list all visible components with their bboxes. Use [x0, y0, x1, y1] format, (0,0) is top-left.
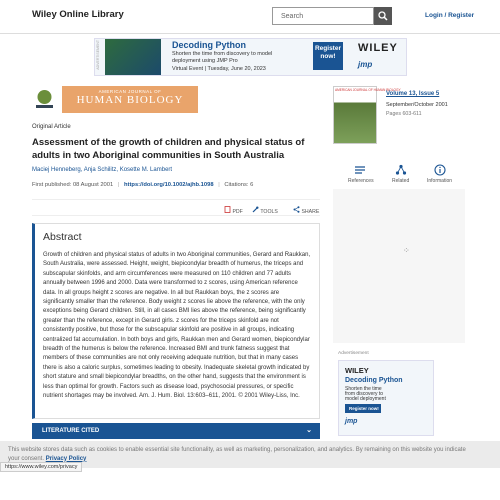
references-tab[interactable] [354, 164, 366, 176]
abstract-text: Growth of children and physical status of adults in two Aboriginal communities, Gerard and Raukkan, South Australia, were assessed. Height, weight, biepicondylar breadth of humerus, the triceps and subscapular skinfolds, and arm circumferences were measured on 110 children and 77 adults annually between 1996 and 2000. Data were transformed to z scores, using American reference data. In all groups height z scores are negative. In all but Raukkan boys, the z scores are significantly smaller than the reference. Body weight z scores lie above the reference, with the only exceptions being Gerard children. Still, in all cases BMI lies above the reference, being significantly greater than the reference, except in Gerard girls. z scores for the triceps skinfold are not consistently positive, but those for the subscapular skinfold are positive in all groups, indicating centralized fat accumulation. In both boys and girls, Raukkan men and Gerard women, biepicondylar breadth of the humerus is below the reference. Increased BMI and trunk fatness suggest that members of these communities are not only receiving adequate nutrition, but that in many cases there is also a caloric surplus, sometimes leading to obesity. Inadequate skeletal growth indicated by short stature and small biepicondylar breadths, on the other hand, suggests that the environment is less than optimal for growth. Factors such as disease load, psychosocial pressures, or specific nutrient shortages may be involved. Am. J. Hum. Biol. 13:603–611, 2001. © 2001 Wiley-Liss, Inc. [43, 252, 311, 400]
journal-banner-title: HUMAN BIOLOGY [76, 94, 184, 106]
first-published-date: 08 August 2001 [72, 182, 114, 188]
tools-label: TOOLS [260, 209, 278, 215]
journal-banner-subtitle: AMERICAN JOURNAL OF [98, 89, 162, 94]
information-icon [434, 164, 446, 176]
article-title: Assessment of the growth of children and physical status of adults in two Aboriginal communities in South Australia [32, 137, 305, 161]
site-logo[interactable]: Wiley Online Library [32, 9, 124, 20]
issue-pages: Pages 603-611 [386, 111, 422, 117]
doi-link[interactable]: https://doi.org/10.1002/ajhb.1098 [124, 182, 214, 188]
ad-line: Virtual Event | Tuesday, June 20, 2023 [172, 66, 266, 72]
volume-issue-link[interactable]: Volume 13, Issue 5 [386, 91, 440, 97]
literature-cited-toggle[interactable] [32, 423, 320, 439]
article-authors[interactable]: Maciej Henneberg, Anja Schilitz, Kosette M. Lambert [32, 167, 173, 173]
share-icon [293, 206, 300, 213]
ad-title: Decoding Python [172, 40, 246, 50]
site-header [0, 0, 500, 34]
ad-line: Shorten the time from discovery to model [172, 51, 273, 57]
citations-count[interactable]: Citations: 6 [224, 182, 254, 188]
related-content-panel [333, 189, 465, 343]
abstract-section [32, 223, 320, 419]
side-ad-label: Advertisement [338, 351, 369, 356]
chevron-down-icon: ⌄ [306, 427, 312, 434]
issue-date: September/October 2001 [386, 102, 448, 108]
pdf-button[interactable] [224, 206, 243, 215]
article-category: Original Article [32, 124, 71, 130]
privacy-policy-link[interactable]: Privacy Policy [45, 455, 87, 462]
share-label: SHARE [301, 209, 320, 215]
related-tab[interactable] [395, 164, 407, 176]
publication-info: First published: 08 August 2001 | https://doi.org/10.1002/ajhb.1098 | Citations: 6 [32, 182, 254, 188]
ad-side-label: ADVERTISEMENT [96, 40, 100, 70]
references-label[interactable]: References [348, 178, 374, 184]
side-ad-line: from discovery to [345, 391, 384, 397]
ad-line: deployment using JMP Pro [172, 58, 238, 64]
side-ad-register-button[interactable]: Register now! [345, 404, 381, 413]
ad-register-button[interactable]: Register now! [313, 42, 343, 70]
cover-title: AMERICAN JOURNAL OF HUMAN BIOLOGY [335, 88, 401, 92]
first-published-label: First published: [32, 182, 72, 188]
society-logo-icon [32, 87, 57, 112]
journal-banner[interactable] [62, 86, 198, 113]
browser-status-url: https://www.wiley.com/privacy [0, 462, 82, 472]
side-ad-line: model deployment [345, 396, 386, 402]
cookie-message: This website stores data such as cookies to enable essential site functionality, as well as marketing, personalization, and analytics. By remaining on this website you indicate your consent. [8, 447, 466, 462]
search-button[interactable] [374, 7, 392, 25]
pdf-label: PDF [232, 209, 243, 215]
search-icon [378, 11, 388, 21]
references-icon [354, 164, 366, 176]
tools-button[interactable] [252, 206, 278, 215]
abstract-heading: Abstract [43, 231, 82, 243]
literature-cited-label: LITERATURE CITED [42, 428, 100, 434]
information-tab[interactable] [434, 164, 446, 176]
pdf-icon [224, 206, 231, 213]
loading-spinner-icon: ⁘ [403, 246, 410, 255]
side-ad-wiley-logo: WILEY [345, 366, 369, 375]
side-ad-title: Decoding Python [345, 377, 403, 384]
search-input[interactable]: Search [272, 7, 374, 25]
journal-cover-image[interactable] [333, 86, 377, 144]
ad-wiley-logo: WILEY [358, 42, 398, 54]
side-ad-jmp-logo: jmp [345, 418, 358, 425]
cookie-text [8, 446, 478, 463]
related-label[interactable]: Related [392, 178, 410, 184]
share-button[interactable] [293, 206, 319, 215]
information-label[interactable]: Information [427, 178, 453, 184]
ad-image [105, 39, 161, 75]
ad-jmp-logo: jmp [358, 60, 373, 69]
related-icon [395, 164, 407, 176]
side-ad-line: Shorten the time [345, 386, 382, 392]
login-register-link[interactable]: Login / Register [425, 12, 475, 19]
wrench-icon [252, 206, 259, 213]
